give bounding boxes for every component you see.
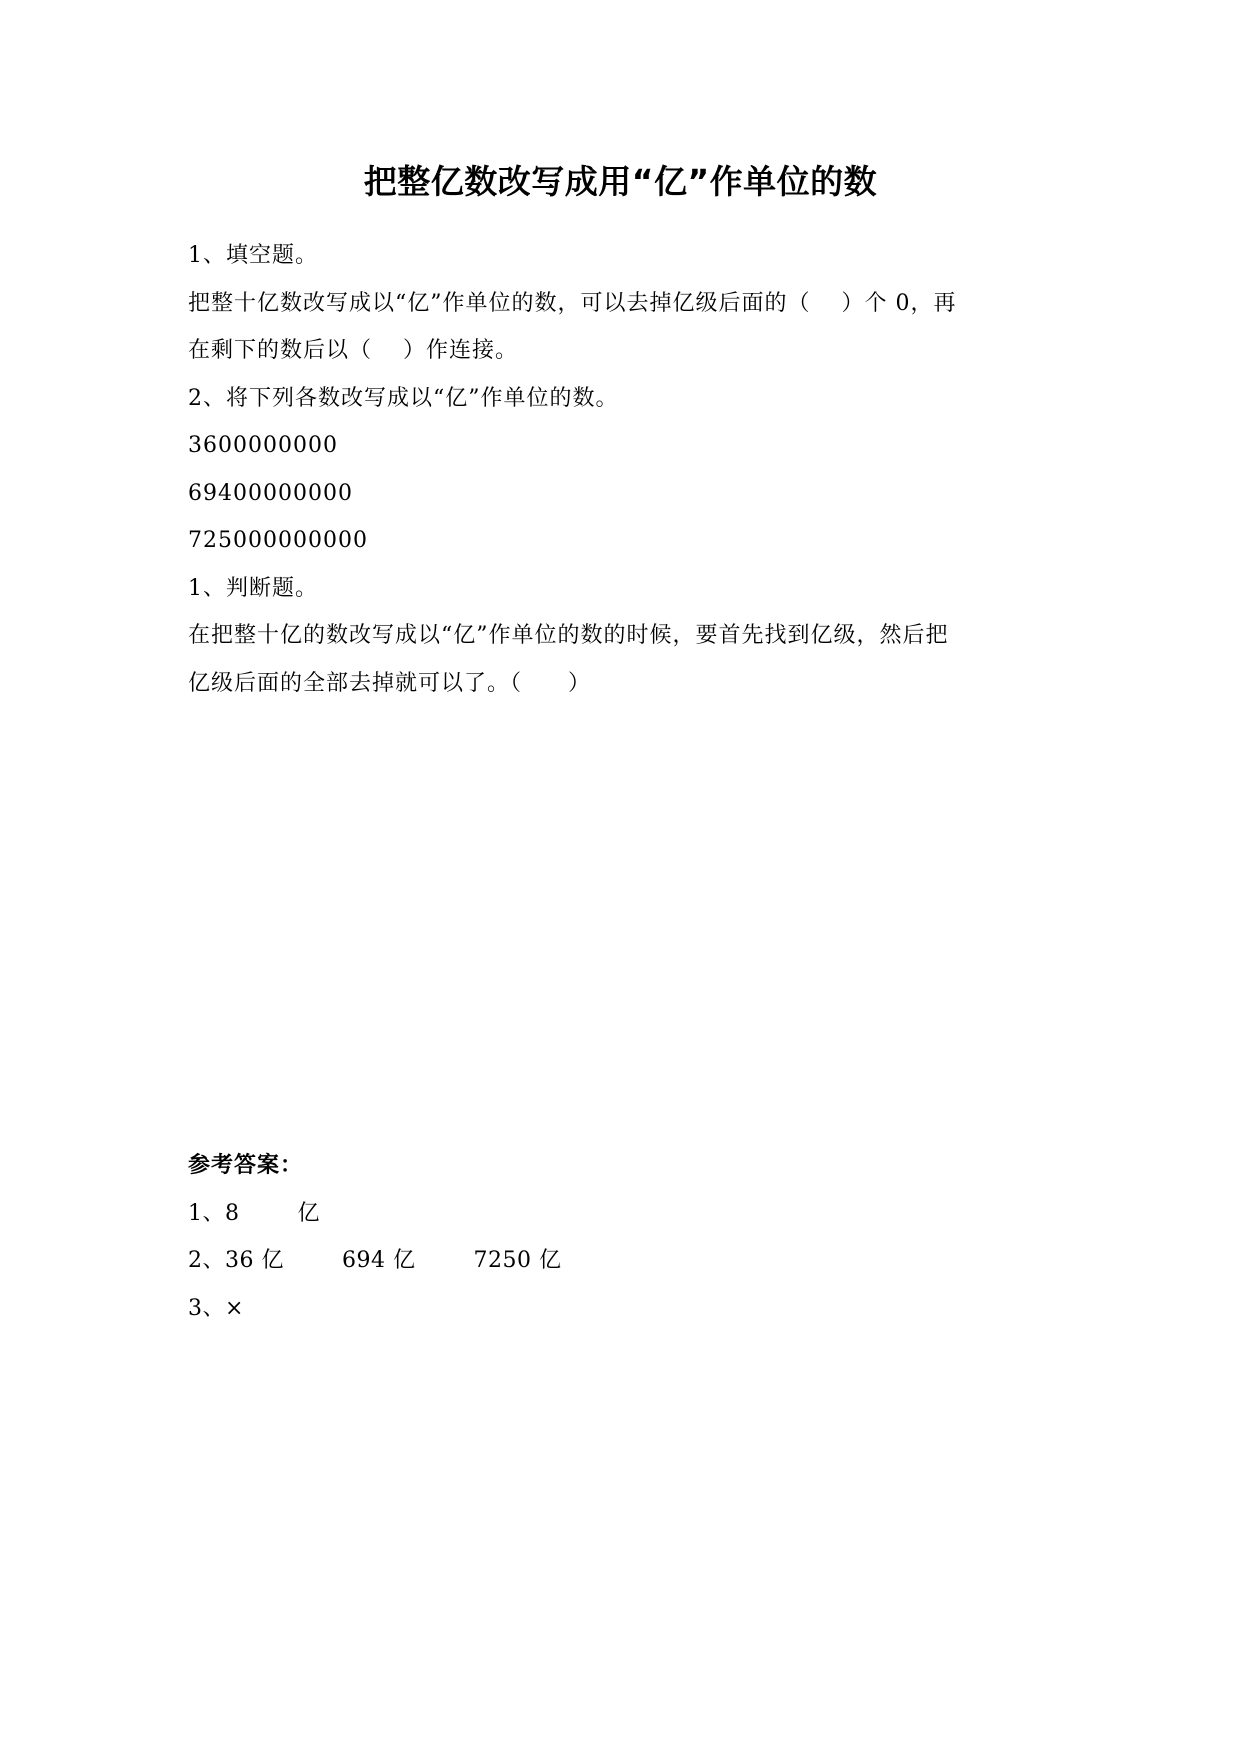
page-title: 把整亿数改写成用“亿”作单位的数: [363, 162, 878, 201]
questions-section: [188, 232, 1058, 707]
answers-heading: 参考答案：: [188, 1153, 304, 1178]
answers-section: [188, 1142, 1058, 1332]
number-item: 69400000000: [188, 480, 353, 506]
answer-1-number: 1、8: [188, 1200, 240, 1226]
question-heading-rewrite: 2、将下列各数改写成以“亿”作单位的数。: [188, 385, 619, 411]
number-item: 725000000000: [188, 528, 368, 553]
answer-1-unit: 亿: [297, 1200, 321, 1226]
answer-line-3: 3、×: [188, 1295, 244, 1321]
question-text-line: 在剩下的数后以（ ）作连接。: [188, 338, 518, 363]
question-text-line: 亿级后面的全部去掉就可以了。（ ）: [188, 670, 592, 696]
answer-2-first: 2、36 亿: [188, 1248, 284, 1273]
question-text-line: 把整十亿数改写成以“亿”作单位的数，可以去掉亿级后面的（ ）个 0，再: [188, 290, 957, 316]
question-text-line: 在把整十亿的数改写成以“亿”作单位的数的时候，要首先找到亿级，然后把: [188, 623, 949, 648]
answer-2-second: 694 亿: [342, 1248, 416, 1273]
number-item: 3600000000: [188, 433, 338, 458]
question-heading-true-false: 1、判断题。: [188, 575, 318, 601]
answer-line-2: [188, 1237, 1058, 1285]
answer-2-third: 7250 亿: [473, 1248, 562, 1273]
question-heading-fill-blank: 1、填空题。: [188, 243, 318, 268]
answer-line-1: [188, 1190, 1058, 1238]
